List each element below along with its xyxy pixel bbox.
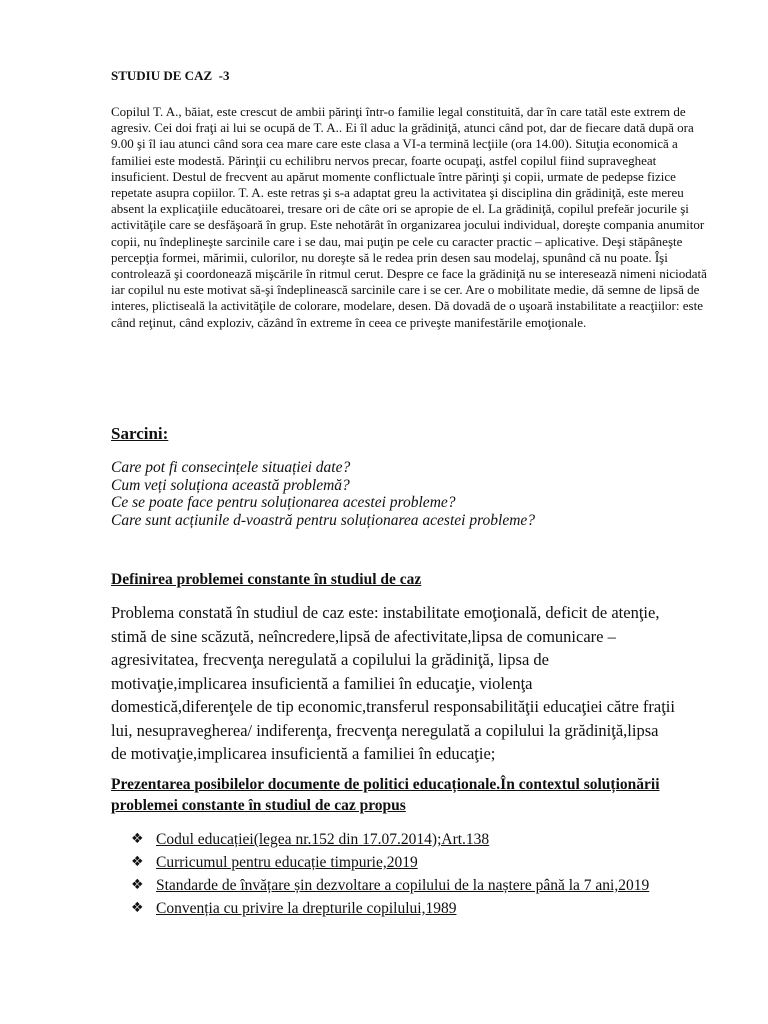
question-item: Care sunt acțiunile d-voastră pentru soluționarea acestei probleme? bbox=[111, 511, 536, 529]
sarcini-heading: Sarcini: bbox=[111, 424, 169, 443]
document-link: Convenția cu privire la drepturile copilului,1989 bbox=[156, 900, 457, 917]
case-description: Copilul T. A., băiat, este crescut de ambii părinţi într-o familie legal constituită, dar în care tatăl este extrem de agresiv. Cei doi fraţi ai lui se ocupă de T. A.. Ei îl aduc la grădiniţă, atunci când pot, dar de fiecare dată după ora 9.00 şi îl iau atunci când sora cea mare care este clasa a VI-a termină lecţiile (ora 14.00). Situţia economică a familiei este modestă. Părinţii cu echilibru nervos precar, foarte ocupaţi, astfel copilul fiind supravegheat insuficient. Destul de frecvent au apărut momente conflictuale între părinţi şi copii, urmate de pedepse fizice repetate asupra copiilor. T. A. este retras şi s-a adaptat greu la activitatea şi disciplina din grădiniţă, este mereu absent la explicaţiile educătoarei, tresare ori de câte ori se apropie de el. La grădiniţă, copilul prefeăr jocurile şi activităţile care se desfăşoară în grup. Este nehotărât în organizarea jocului individual, doreşte compania anumitor copii, nu îndeplineşte sarcinile care i se dau, mai puţin pe cele cu caracter practic – aplicative. Deşi stăpâneşte percepţia formei, mărimii, culorilor, nu doreşte să le redea prin desen sau modelaj, spunând că nu poate. Îşi controlează şi coordonează mişcările în ritmul cerut. Despre ce face la grădiniţă nu se interesează nimeni niciodată iar copilul nu este motivat să-şi îndeplinească sarcinile care i se cer. Are o mobilitate medie, dă semne de lipsă de interes, plictiseală la activităţile de colorare, modelare, desen. Dă dovadă de o uşoară instabilitate a reacţiilor: este când reţinut, când exploziv, căzând în extreme în ceea ce priveşte manifestările emoţionale. bbox=[111, 104, 707, 330]
definition-text: Problema constată în studiul de caz este: instabilitate emoţională, deficit de atenţie, stimă de sine scăzută, neîncredere,lipsă de afectivitate,lipsa de comunicare – agresivitatea, frecvenţa neregulată a copilului la grădiniţă, lipsa de motivaţie,implicarea insuficientă a familiei în educaţie, violenţa domestică,diferenţele de tip economic,transferul responsabilităţii educaţiei către fraţii lui, nesupravegherea/ indiferenţa, frecvenţa neregulată a copilului la grădiniţă,lipsa de motivaţie,implicarea insuficientă a familiei în educaţie; bbox=[111, 603, 675, 763]
list-item bbox=[131, 853, 691, 872]
list-item bbox=[131, 830, 691, 849]
diamond-flower-bullet-icon: ❖ bbox=[131, 854, 144, 870]
document-link: Curricumul pentru educație timpurie,2019 bbox=[156, 854, 418, 871]
policy-documents-list bbox=[131, 830, 691, 922]
sarcini-questions bbox=[111, 459, 535, 529]
list-item bbox=[131, 876, 691, 895]
question-item: Cum veți soluționa această problemă? bbox=[111, 476, 350, 494]
policy-documents-heading: Prezentarea posibilelor documente de politici educaționale.În contextul soluționării problemei constante în studiul de caz propus bbox=[111, 776, 660, 814]
document-link: Codul educației(legea nr.152 din 17.07.2014);Art.138 bbox=[156, 831, 490, 848]
diamond-flower-bullet-icon: ❖ bbox=[131, 877, 144, 893]
diamond-flower-bullet-icon: ❖ bbox=[131, 831, 144, 847]
question-item: Care pot fi consecințele situației date? bbox=[111, 459, 351, 476]
question-item: Ce se poate face pentru soluționarea acestei probleme? bbox=[111, 494, 456, 512]
diamond-flower-bullet-icon: ❖ bbox=[131, 900, 144, 916]
list-item bbox=[131, 899, 691, 918]
document-title: STUDIU DE CAZ -3 bbox=[111, 68, 230, 83]
document-link: Standarde de învățare șin dezvoltare a copilului de la naștere până la 7 ani,2019 bbox=[156, 877, 650, 894]
definition-heading: Definirea problemei constante în studiul de caz bbox=[111, 571, 422, 588]
